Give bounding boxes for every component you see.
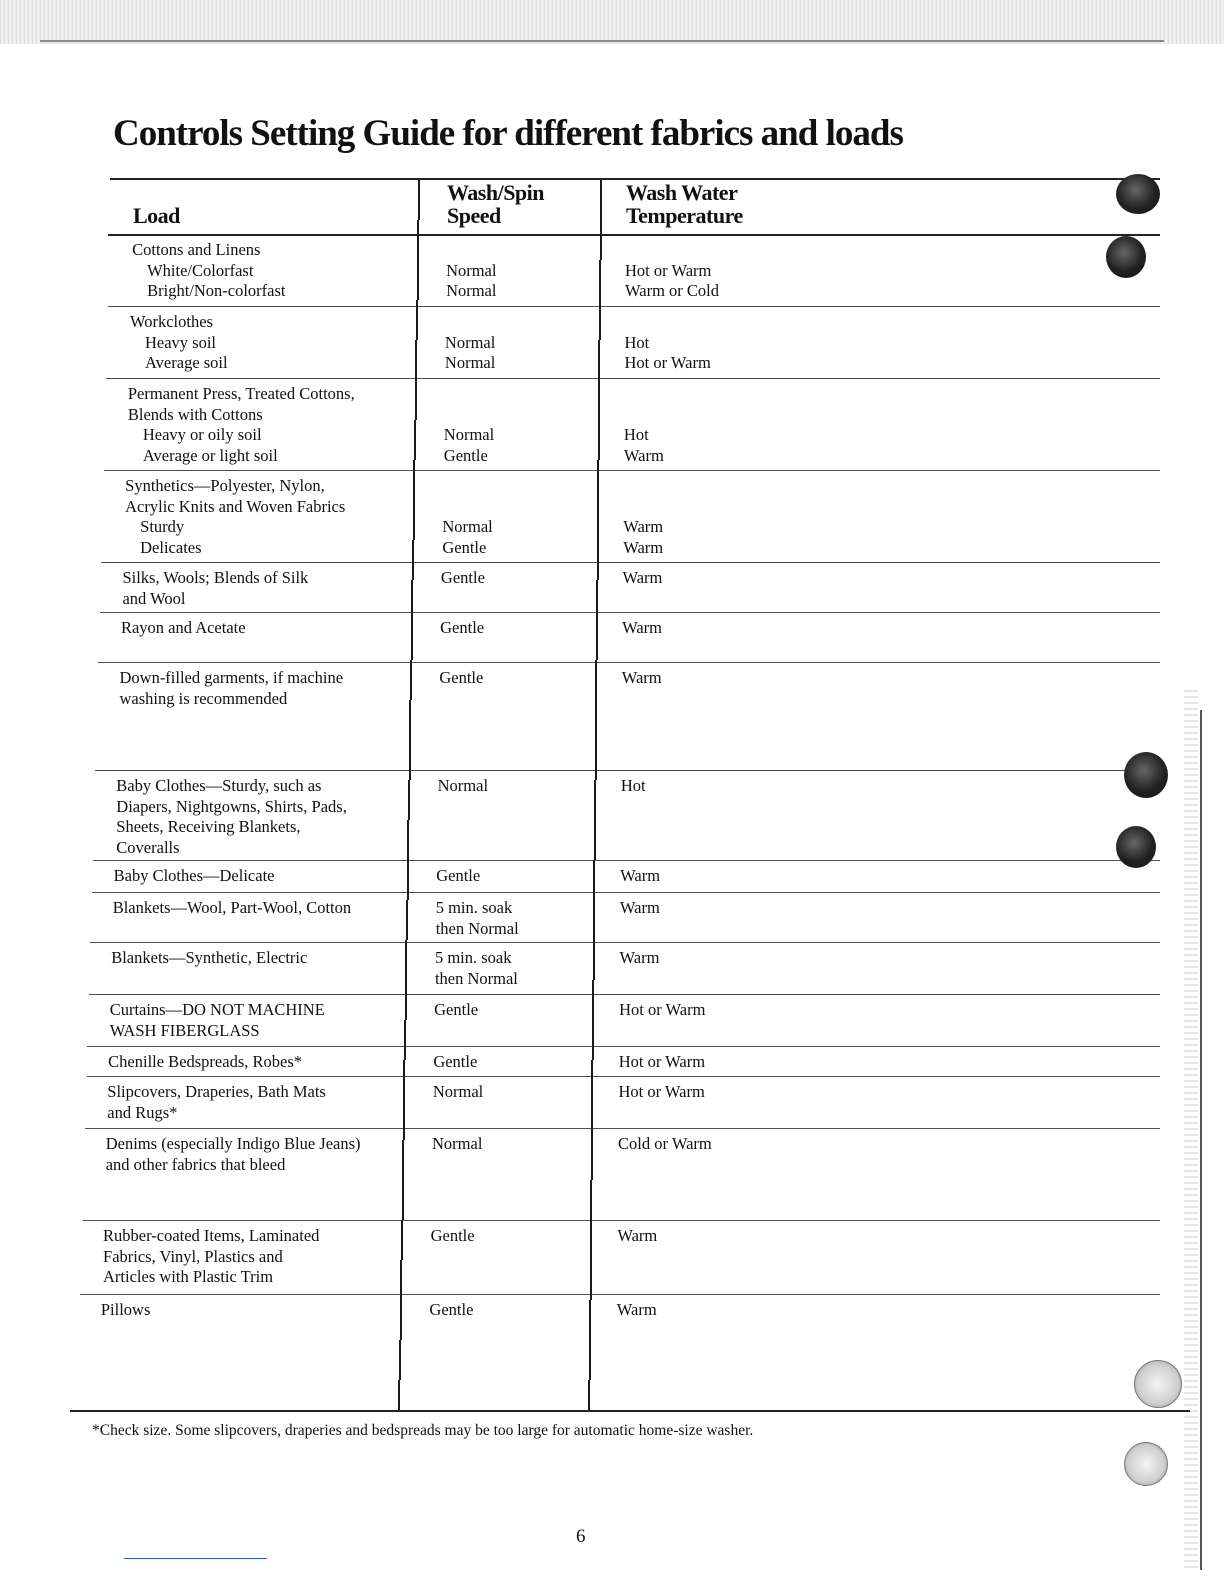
load-line: Silks, Wools; Blends of Silk — [122, 568, 309, 587]
load-line: Heavy or oily soil — [142, 425, 262, 444]
row-load-cell — [107, 1082, 326, 1123]
punch-hole-4 — [1116, 826, 1156, 868]
column-rule-temp — [591, 1060, 593, 1100]
temperature-value: Warm — [623, 517, 664, 536]
column-rule-temp — [594, 820, 596, 860]
row-load-cell — [113, 898, 351, 919]
load-line: Synthetics—Polyester, Nylon, — [125, 476, 325, 495]
row-speed-cell — [436, 866, 480, 887]
temperature-value: Warm — [622, 618, 662, 637]
load-line: Workclothes — [129, 312, 213, 331]
load-line: Delicates — [140, 537, 202, 557]
column-rule-temp — [597, 460, 599, 500]
load-line: Blends with Cottons — [127, 404, 263, 424]
row-temp-cell — [620, 866, 660, 887]
load-line: and Wool — [122, 588, 186, 608]
row-load-cell — [101, 1300, 151, 1321]
row-temp-cell — [618, 1082, 704, 1103]
column-rule-temp — [588, 1380, 590, 1410]
table-top-rule — [110, 178, 1160, 180]
load-line: Diapers, Nightgowns, Shirts, Pads, — [116, 796, 347, 816]
row-speed-cell — [440, 618, 484, 639]
row-temp-cell — [620, 948, 660, 969]
load-line: Blankets—Wool, Part-Wool, Cotton — [112, 898, 352, 917]
temperature-value: Hot — [620, 776, 646, 795]
row-load-cell — [103, 1226, 319, 1288]
row-rule — [106, 378, 1160, 379]
load-line: Heavy soil — [144, 332, 217, 352]
load-line: Down-filled garments, if machine — [119, 668, 344, 687]
temperature-value — [623, 497, 663, 518]
row-rule — [90, 942, 1160, 943]
row-rule — [108, 306, 1160, 307]
row-temp-cell — [622, 618, 662, 639]
column-rule-speed — [402, 1140, 404, 1180]
row-temp-cell — [617, 1226, 657, 1247]
column-rule-speed — [407, 860, 409, 900]
column-rule-temp — [589, 1300, 591, 1340]
speed-value — [444, 384, 494, 405]
load-line: Coveralls — [116, 837, 180, 857]
column-rule-speed — [410, 660, 412, 700]
speed-value — [442, 497, 492, 518]
speed-value: Normal — [446, 281, 497, 300]
row-rule — [87, 1076, 1160, 1077]
temperature-value — [623, 476, 663, 497]
load-line: Articles with Plastic Trim — [103, 1267, 274, 1286]
speed-value: 5 min. soak — [434, 948, 512, 967]
row-rule — [93, 860, 1160, 861]
column-rule-speed — [409, 700, 411, 740]
column-rule-speed — [398, 1380, 400, 1410]
load-line: Pillows — [100, 1300, 151, 1319]
punch-hole-1 — [1116, 174, 1160, 214]
column-rule-speed — [403, 1100, 405, 1140]
punch-hole-3 — [1124, 752, 1168, 798]
row-rule — [101, 562, 1160, 563]
row-temp-cell — [620, 898, 660, 919]
column-rule-temp — [595, 700, 597, 740]
load-line: washing is recommended — [119, 688, 288, 708]
column-rule-temp — [595, 660, 597, 700]
speed-value: Gentle — [429, 1300, 474, 1319]
load-line: WASH FIBERGLASS — [109, 1020, 260, 1040]
row-rule — [95, 770, 1160, 771]
punch-hole-6 — [1124, 1442, 1168, 1486]
speed-value: Normal — [446, 260, 497, 280]
row-speed-cell — [433, 1082, 483, 1103]
column-rule-speed — [413, 500, 415, 540]
header-speed: Wash/Spin Speed — [447, 180, 545, 228]
speed-value — [442, 476, 492, 497]
load-line: and Rugs* — [107, 1102, 178, 1122]
column-rule-temp — [598, 420, 600, 460]
speed-value: Gentle — [434, 1000, 479, 1019]
speed-value: Normal — [437, 776, 489, 795]
column-rule-speed — [415, 380, 417, 420]
load-line: Bright/Non-colorfast — [147, 281, 286, 300]
load-line: Rayon and Acetate — [120, 618, 246, 637]
load-line: Chenille Bedspreads, Robes* — [108, 1052, 302, 1071]
column-rule-temp — [594, 780, 596, 820]
row-temp-cell — [619, 1000, 705, 1021]
row-speed-cell — [435, 948, 518, 989]
temperature-value: Hot or Warm — [618, 1052, 706, 1071]
column-rule-speed — [418, 180, 420, 220]
column-rule-temp — [591, 1140, 593, 1180]
temperature-value: Cold or Warm — [618, 1134, 712, 1153]
temperature-value — [624, 384, 664, 405]
load-line: Cottons and Linens — [132, 240, 261, 259]
speed-value: Gentle — [442, 537, 487, 557]
speed-value: Gentle — [436, 866, 481, 885]
row-speed-cell — [432, 1134, 482, 1155]
row-temp-cell — [624, 312, 710, 374]
column-rule-speed — [399, 1340, 401, 1380]
row-speed-cell — [446, 240, 496, 302]
column-rule-temp — [591, 1100, 593, 1140]
row-rule — [89, 994, 1160, 995]
column-rule-temp — [598, 340, 600, 380]
temperature-value: Hot or Warm — [624, 353, 711, 372]
column-rule-temp — [596, 620, 598, 660]
row-load-cell — [119, 668, 343, 709]
speed-value: Normal — [444, 353, 496, 372]
punch-hole-5 — [1134, 1360, 1182, 1408]
row-temp-cell — [625, 240, 719, 302]
load-line: Average soil — [144, 353, 228, 372]
temperature-value: Warm or Cold — [625, 281, 720, 300]
page-title: Controls Setting Guide for different fabrics and loads — [113, 113, 903, 154]
speed-value: then Normal — [435, 918, 519, 938]
speed-value: Gentle — [439, 668, 484, 687]
column-rule-speed — [404, 1020, 406, 1060]
temperature-value: Warm — [616, 1300, 657, 1319]
row-rule — [100, 612, 1160, 613]
speed-value: Normal — [432, 1134, 483, 1153]
speed-value: Gentle — [430, 1226, 475, 1245]
column-rule-speed — [414, 420, 416, 460]
row-speed-cell — [438, 776, 488, 797]
speed-value: then Normal — [434, 968, 518, 988]
row-load-cell — [111, 948, 307, 969]
load-line: Rubber-coated Items, Laminated — [103, 1226, 320, 1245]
temperature-value: Hot or Warm — [625, 260, 712, 280]
row-load-cell — [125, 476, 345, 558]
speed-value: Gentle — [443, 445, 488, 465]
column-rule-temp — [600, 180, 602, 220]
row-speed-cell — [444, 384, 494, 466]
scan-blue-line — [124, 1558, 267, 1559]
speed-value — [444, 405, 494, 426]
column-rule-speed — [400, 1300, 402, 1340]
temperature-value: Warm — [623, 537, 664, 557]
row-temp-cell — [621, 776, 646, 797]
column-rule-speed — [409, 740, 411, 780]
row-speed-cell — [439, 668, 483, 689]
row-load-cell — [132, 240, 285, 302]
load-line: Slipcovers, Draperies, Bath Mats — [107, 1082, 326, 1101]
column-rule-speed — [401, 1220, 403, 1260]
column-rule-speed — [406, 900, 408, 940]
column-rule-speed — [402, 1180, 404, 1220]
scan-artifact-right-edge — [1184, 690, 1198, 1570]
row-speed-cell — [445, 312, 495, 374]
column-rule-speed — [405, 980, 407, 1020]
row-load-cell — [121, 618, 246, 639]
row-rule — [98, 662, 1160, 663]
column-rule-temp — [592, 1020, 594, 1060]
speed-value: Gentle — [440, 618, 485, 637]
speed-value: Gentle — [440, 568, 485, 587]
temperature-value: Hot — [624, 332, 650, 352]
row-temp-cell — [618, 1134, 712, 1155]
row-temp-cell — [623, 476, 663, 558]
column-rule-temp — [589, 1340, 591, 1380]
speed-value: Normal — [442, 517, 493, 536]
row-speed-cell — [434, 1000, 478, 1021]
row-temp-cell — [622, 668, 662, 689]
footnote: *Check size. Some slipcovers, draperies and bedspreads may be too large for automatic home-size washer. — [92, 1422, 754, 1439]
load-line: Sheets, Receiving Blankets, — [116, 817, 301, 836]
row-speed-cell — [433, 1052, 477, 1073]
column-rule-temp — [593, 940, 595, 980]
load-line: White/Colorfast — [147, 260, 254, 280]
speed-value: Normal — [443, 425, 495, 444]
row-speed-cell — [431, 1226, 475, 1247]
load-line: Sturdy — [140, 517, 185, 536]
column-rule-speed — [411, 620, 413, 660]
speed-value — [446, 240, 496, 261]
temperature-value — [624, 405, 664, 426]
load-line: Permanent Press, Treated Cottons, — [127, 384, 355, 403]
speed-value: 5 min. soak — [435, 898, 513, 917]
column-rule-temp — [598, 380, 600, 420]
row-temp-cell — [622, 568, 662, 589]
row-speed-cell — [436, 898, 519, 939]
header-load: Load — [133, 203, 180, 228]
column-rule-temp — [592, 980, 594, 1020]
speed-value: Normal — [444, 332, 496, 352]
temperature-value: Hot — [623, 425, 649, 444]
column-rule-speed — [407, 820, 409, 860]
column-rule-speed — [417, 220, 419, 260]
temperature-value: Warm — [619, 898, 660, 917]
temperature-value: Warm — [617, 1226, 658, 1245]
row-rule — [85, 1128, 1160, 1129]
column-rule-temp — [599, 260, 601, 300]
column-rule-temp — [590, 1220, 592, 1260]
row-load-cell — [116, 776, 347, 858]
column-rule-temp — [593, 860, 595, 900]
row-load-cell — [106, 1134, 361, 1175]
load-line: and other fabrics that bleed — [105, 1154, 286, 1174]
temperature-value: Warm — [619, 948, 660, 967]
load-line: Fabrics, Vinyl, Plastics and — [103, 1246, 283, 1266]
row-speed-cell — [429, 1300, 473, 1321]
column-rule-temp — [596, 580, 598, 620]
row-load-cell — [110, 1000, 325, 1041]
row-rule — [87, 1046, 1160, 1047]
header-temperature: Wash Water Temperature — [626, 180, 743, 228]
column-rule-temp — [590, 1180, 592, 1220]
row-load-cell — [128, 384, 355, 466]
column-rule-temp — [595, 740, 597, 780]
speed-value — [445, 312, 495, 333]
page-number: 6 — [576, 1526, 586, 1547]
load-line: Average or light soil — [142, 445, 278, 465]
row-temp-cell — [624, 384, 664, 466]
row-load-cell — [130, 312, 228, 374]
load-line: Acrylic Knits and Woven Fabrics — [125, 496, 346, 516]
header-rule — [108, 234, 1160, 236]
row-load-cell — [122, 568, 308, 609]
column-rule-speed — [411, 580, 413, 620]
row-rule — [70, 1410, 1190, 1412]
column-rule-speed — [408, 780, 410, 820]
load-line: Denims (especially Indigo Blue Jeans) — [105, 1134, 361, 1153]
temperature-value — [625, 240, 719, 261]
row-temp-cell — [617, 1300, 657, 1321]
temperature-value: Hot or Warm — [618, 1082, 705, 1101]
temperature-value: Warm — [622, 568, 663, 587]
temperature-value: Hot or Warm — [619, 1000, 706, 1019]
column-rule-speed — [403, 1060, 405, 1100]
column-rule-speed — [405, 940, 407, 980]
row-load-cell — [114, 866, 275, 887]
column-rule-speed — [417, 260, 419, 300]
column-rule-temp — [593, 900, 595, 940]
load-line: Baby Clothes—Delicate — [113, 866, 275, 885]
temperature-value: Warm — [623, 445, 664, 465]
temperature-value: Warm — [620, 866, 661, 885]
punch-hole-2 — [1106, 236, 1146, 278]
temperature-value — [624, 312, 710, 333]
column-rule-speed — [412, 540, 414, 580]
column-rule-speed — [413, 460, 415, 500]
scan-artifact-top — [0, 0, 1224, 44]
row-speed-cell — [441, 568, 485, 589]
row-rule — [92, 892, 1160, 893]
speed-value: Gentle — [433, 1052, 478, 1071]
column-rule-speed — [415, 340, 417, 380]
column-rule-temp — [597, 540, 599, 580]
load-line: Baby Clothes—Sturdy, such as — [116, 776, 322, 795]
row-temp-cell — [619, 1052, 705, 1073]
load-line: Blankets—Synthetic, Electric — [111, 948, 308, 967]
row-rule — [83, 1220, 1160, 1221]
column-rule-temp — [597, 500, 599, 540]
load-line: Curtains—DO NOT MACHINE — [109, 1000, 325, 1019]
row-rule — [104, 470, 1160, 471]
temperature-value: Warm — [621, 668, 662, 687]
speed-value: Normal — [432, 1082, 484, 1101]
row-rule — [80, 1294, 1160, 1295]
column-rule-temp — [600, 220, 602, 260]
row-speed-cell — [442, 476, 492, 558]
row-load-cell — [108, 1052, 302, 1073]
